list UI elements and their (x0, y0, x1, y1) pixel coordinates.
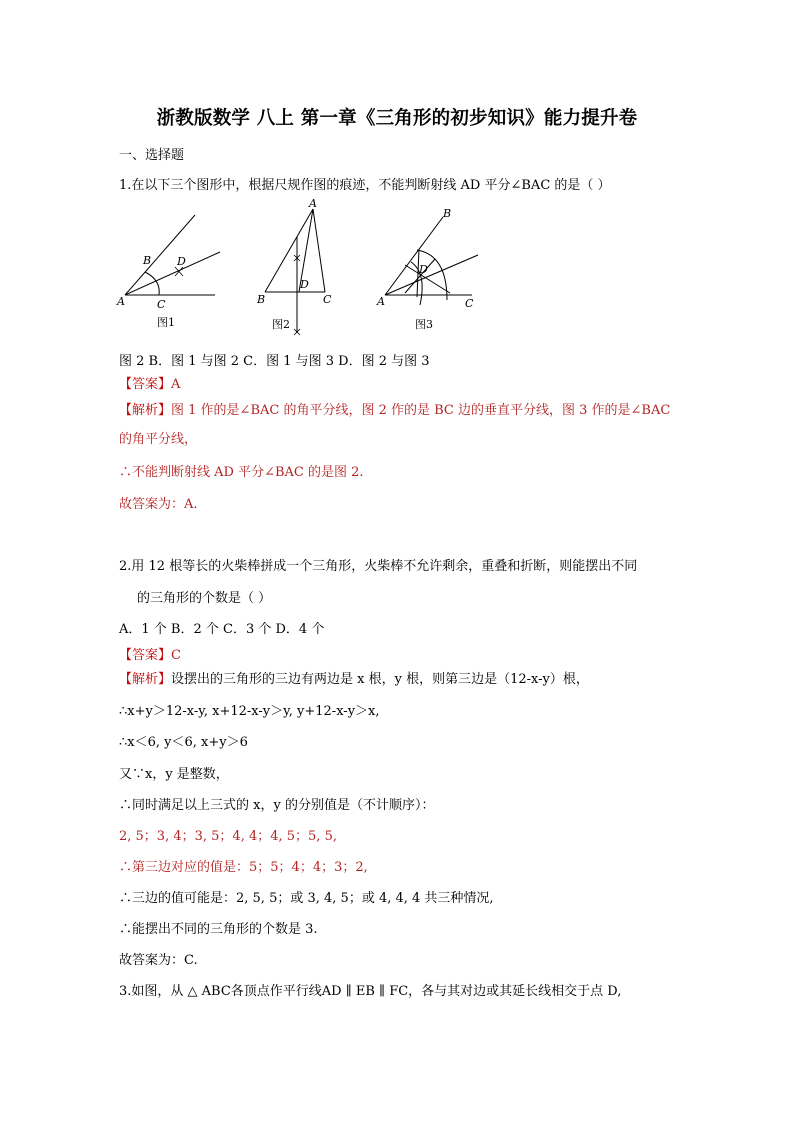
fig2-side-ac (313, 209, 325, 292)
page-title: 浙教版数学 八上 第一章《三角形的初步知识》能力提升卷 (156, 108, 638, 129)
analysis-tag: 【解析】 (119, 403, 172, 418)
q1-conclusion: 故答案为：A. (119, 497, 198, 512)
q2-analysis-5: ∴同时满足以上三式的 x，y 的分别值是（不计顺序）： (119, 798, 435, 813)
fig1-arc (145, 272, 159, 295)
q1-analysis-3: ∴不能判断射线 AD 平分∠BAC 的是图 2. (119, 465, 364, 480)
q1-analysis-2: 的角平分线， (119, 432, 198, 447)
fig1-caption: 图1 (157, 316, 175, 329)
figure-3 (375, 205, 485, 335)
answer-value: C (171, 648, 181, 663)
fig2-label-a: A (309, 197, 317, 210)
q2-conclusion: 故答案为：C. (119, 953, 198, 968)
q1-answer (119, 376, 180, 394)
fig3-ray-ad (385, 255, 478, 295)
fig1-label-d: D (177, 255, 186, 268)
analysis-tag: 【解析】 (119, 672, 172, 687)
answer-value: A (171, 377, 181, 392)
q2-analysis-3: ∴x＜6, y＜6, x+y＞6 (119, 735, 248, 750)
fig1-label-a: A (117, 295, 125, 308)
q2-analysis-6: 2, 5；3, 4；3, 5；4, 4；4, 5；5, 5, (119, 829, 337, 844)
q3-stem: 3.如图，从 △ ABC各顶点作平行线AD ∥ EB ∥ FC，各与其对边或其延长线相交于点 D, (119, 984, 622, 999)
fig3-caption: 图3 (415, 318, 433, 331)
fig2-label-c: C (323, 293, 332, 306)
fig3-label-c: C (465, 297, 474, 310)
fig3-label-b: B (443, 207, 452, 220)
q2-options: A．1 个 B．2 个 C．3 个 D．4 个 (119, 622, 325, 637)
fig3-label-d: D (419, 263, 428, 276)
fig1-label-b: B (143, 254, 152, 267)
q2-analysis-8: ∴三边的值可能是：2, 5, 5；或 3, 4, 5；或 4, 4, 4 共三种情况, (119, 891, 494, 906)
section-heading: 一、选择题 (119, 148, 185, 163)
answer-tag: 【答案】 (119, 377, 172, 392)
fig1-label-c: C (157, 298, 166, 311)
q2-analysis-7: ∴第三边对应的值是：5；5；4；4；3；2, (119, 860, 368, 875)
q2-answer (119, 647, 181, 665)
q2-stem-2: 的三角形的个数是（ ） (137, 591, 272, 606)
answer-tag: 【答案】 (119, 648, 172, 663)
analysis-text: 设摆出的三角形的三边有两边是 x 根，y 根，则第三边是（12-x-y）根， (171, 672, 589, 687)
analysis-text: 图 1 作的是∠BAC 的角平分线，图 2 作的是 BC 边的垂直平分线，图 3 作的是∠BAC (171, 403, 671, 418)
q2-analysis-4: 又∵x，y 是整数， (119, 767, 229, 782)
fig1-ray-ad (125, 252, 220, 295)
q2-analysis-9: ∴能摆出不同的三角形的个数是 3. (119, 922, 318, 937)
figure-2 (255, 195, 345, 345)
q2-analysis-2: ∴x+y＞12-x-y, x+12-x-y＞y, y+12-x-y＞x, (119, 704, 380, 719)
fig2-label-b: B (257, 293, 266, 306)
fig3-label-a: A (377, 295, 385, 308)
fig2-caption: 图2 (272, 318, 290, 331)
q1-options: 图 2 B．图 1 与图 2 C．图 1 与图 3 D．图 2 与图 3 (119, 354, 430, 369)
q2-analysis-1 (119, 671, 589, 689)
figure-1 (115, 210, 225, 335)
q2-stem-1: 2.用 12 根等长的火柴棒拼成一个三角形，火柴棒不允许剩余，重叠和折断，则能摆出不同 (119, 559, 638, 574)
q1-analysis-1 (119, 402, 670, 420)
q1-stem: 1.在以下三个图形中，根据尺规作图的痕迹，不能判断射线 AD 平分∠BAC 的是（ ） (119, 178, 611, 193)
fig2-label-d: D (300, 278, 309, 291)
